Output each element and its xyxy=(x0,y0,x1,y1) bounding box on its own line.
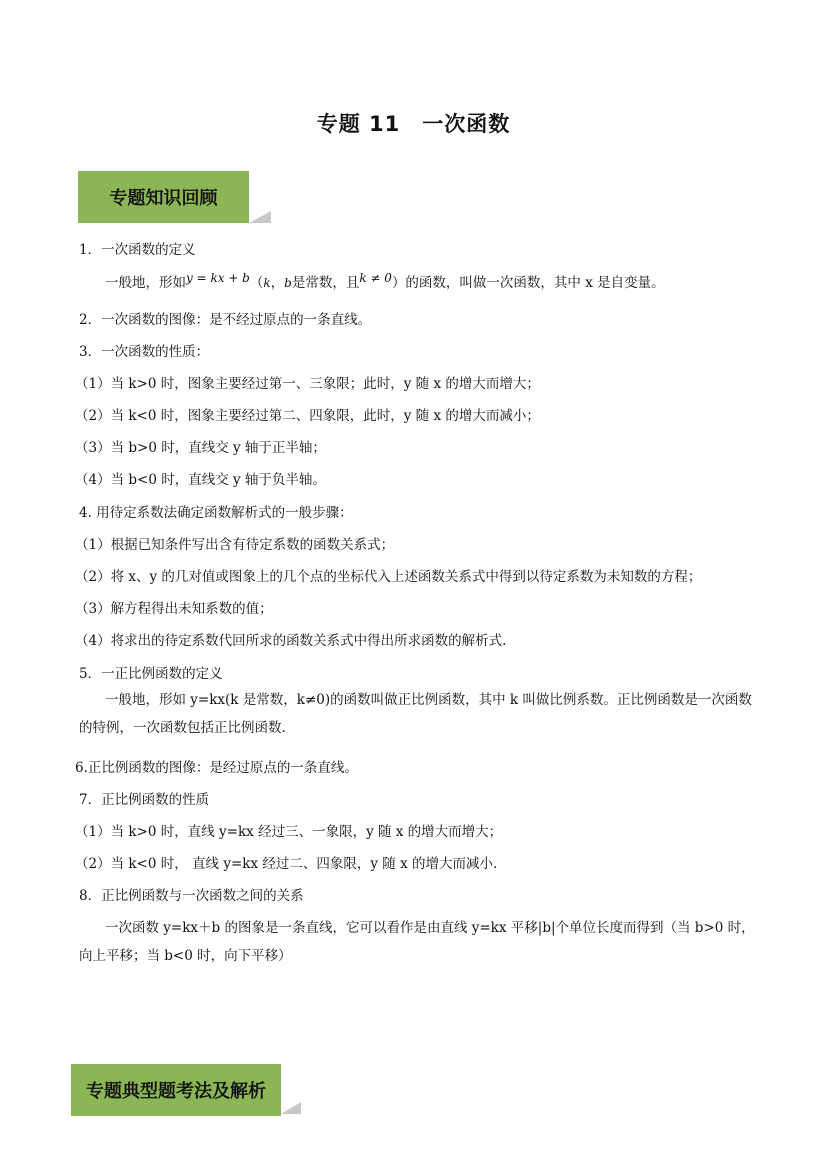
item-4-step-3: （3）解方程得出未知系数的值； xyxy=(75,601,273,617)
item-6-heading: 6.正比例函数的图像：是经过原点的一条直线。 xyxy=(75,760,358,776)
section-label-examples: 专题典型题考法及解析 xyxy=(71,1064,281,1116)
item-3-point-1: （1）当 k>0 时，图象主要经过第一、三象限；此时，y 随 x 的增大而增大； xyxy=(75,376,540,392)
item-4-heading: 4. 用待定系数法确定函数解析式的一般步骤： xyxy=(79,505,353,521)
banner-shadow-examples xyxy=(281,1102,301,1114)
title-topic: 一次函数 xyxy=(422,112,511,136)
item-1-heading: 1．一次函数的定义 xyxy=(79,242,196,258)
formula-linear: y = kx + b xyxy=(186,271,250,285)
section-label-review: 专题知识回顾 xyxy=(78,171,249,223)
item-4-step-2: （2）将 x、y 的几对值或图象上的几个点的坐标代入上述函数关系式中得到以待定系数为未知数的方程； xyxy=(75,569,702,585)
item-8-heading: 8．正比例函数与一次函数之间的关系 xyxy=(79,888,304,904)
item-3-point-3: （3）当 b>0 时，直线交 y 轴于正半轴； xyxy=(75,440,326,456)
item-8-relation: 一次函数 y=kx＋b 的图象是一条直线，它可以看作是由直线 y=kx 平移|b|个单位长度而得到（当 b>0 时，向上平移；当 b<0 时，向下平移） xyxy=(79,920,755,964)
section-banner-review xyxy=(78,171,249,223)
item-1-definition: 一般地，形如y = kx + b（k，b是常数，且k ≠ 0）的函数，叫做一次函数，其中 x 是自变量。 xyxy=(105,271,665,291)
item-3-heading: 3．一次函数的性质： xyxy=(79,344,210,360)
formula-condition: k ≠ 0 xyxy=(359,271,392,285)
banner-shadow-review xyxy=(249,211,271,223)
item-7-point-2: （2）当 k<0 时， 直线 y=kx 经过二、四象限，y 随 x 的增大而减小. xyxy=(75,856,498,872)
item-7-heading: 7．正比例函数的性质 xyxy=(79,792,210,808)
item-3-point-4: （4）当 b<0 时，直线交 y 轴于负半轴。 xyxy=(75,472,326,488)
item-4-step-1: （1）根据已知条件写出含有待定系数的函数关系式； xyxy=(75,537,395,553)
item-5-definition: 一般地，形如 y=kx(k 是常数，k≠0)的函数叫做正比例函数，其中 k 叫做比例系数。正比例函数是一次函数的特例，一次函数包括正比例函数. xyxy=(79,692,752,736)
item-7-point-1: （1）当 k>0 时，直线 y=kx 经过三、一象限，y 随 x 的增大而增大； xyxy=(75,824,503,840)
item-3-point-2: （2）当 k<0 时，图象主要经过第二、四象限，此时，y 随 x 的增大而减小； xyxy=(75,408,540,424)
title-number: 专题 11 xyxy=(316,112,401,136)
item-5-heading: 5．一正比例函数的定义 xyxy=(79,666,223,682)
item-4-step-4: （4）将求出的待定系数代回所求的函数关系式中得出所求函数的解析式. xyxy=(75,633,507,649)
item-2-heading: 2．一次函数的图像：是不经过原点的一条直线。 xyxy=(79,312,372,328)
section-banner-examples xyxy=(71,1064,281,1116)
page-title xyxy=(0,108,827,138)
